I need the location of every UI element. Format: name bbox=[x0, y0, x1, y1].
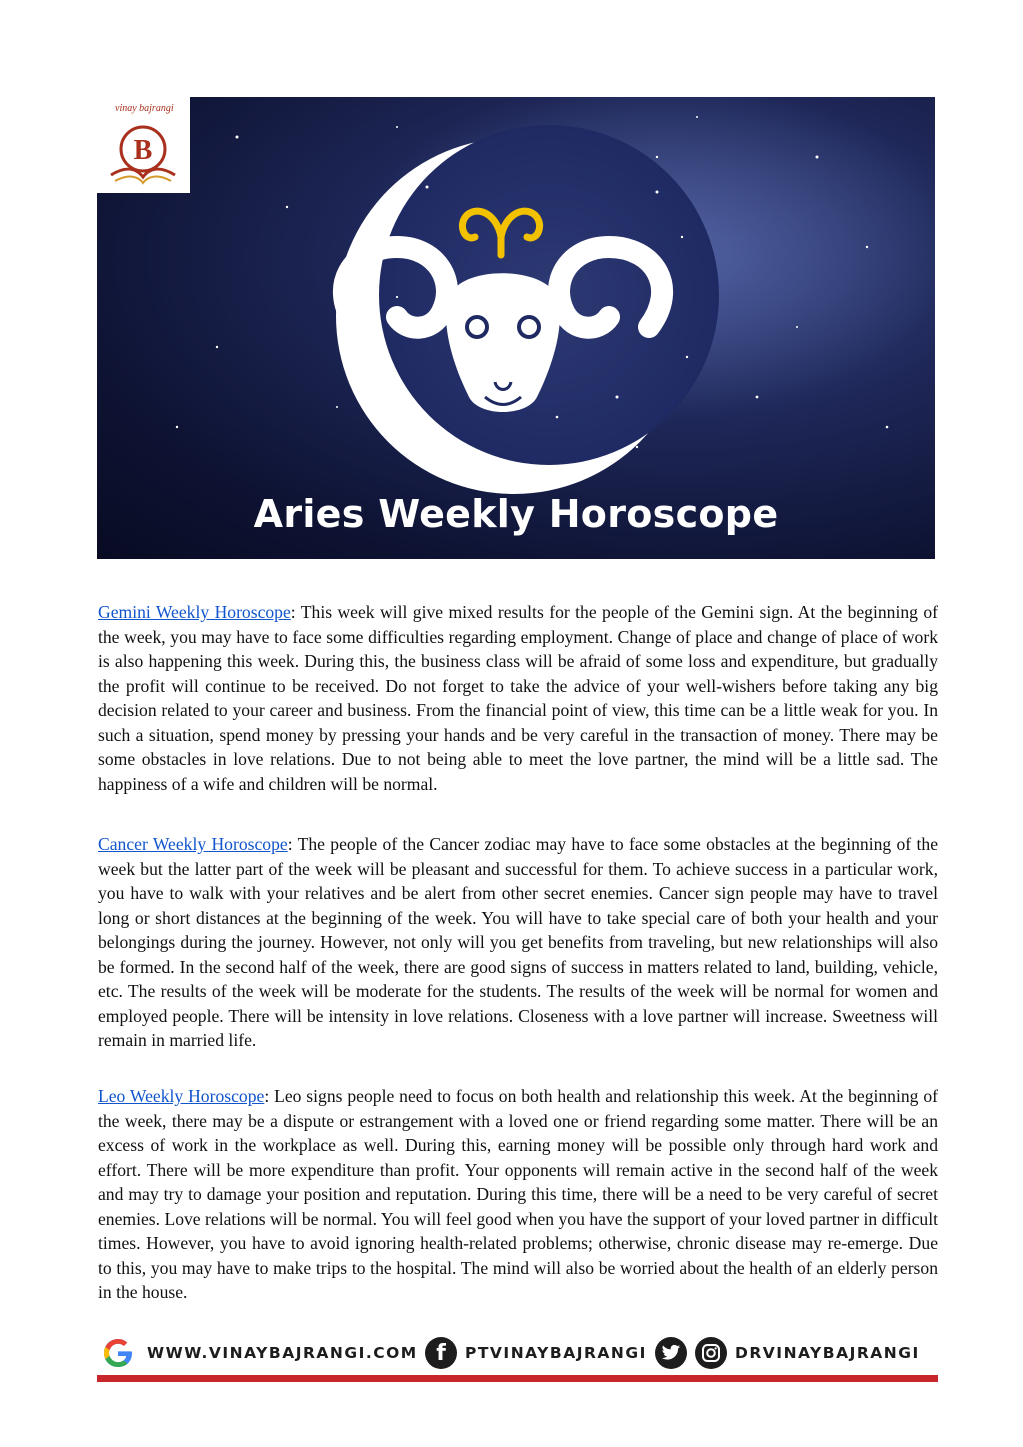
cancer-text: : The people of the Cancer zodiac may have to face some obstacles at the beginning of the week but the latter part of the week will be pleasant and successful for them. To achieve success in a particular work, you have to walk with your relatives and be alert from other secret enemies. Cancer sign people may have to travel long or short distances at the beginning of the week. You will have to take special care of both your health and your belongings during the journey. However, not only will you get benefits from traveling, but new relationships will also be formed. In the second half of the week, there are good signs of success in matters related to land, building, vehicle, etc. The results of the week will be moderate for the students. The results of the week will be normal for women and employed people. There will be intensity in love relations. Closeness with a love partner will increase. Sweetness will remain in married life. bbox=[98, 834, 939, 1051]
hero-title: Aries Weekly Horoscope bbox=[253, 492, 779, 536]
gemini-horoscope-link[interactable]: Gemini Weekly Horoscope bbox=[98, 602, 291, 622]
social-text: DRVINAYBAJRANGI bbox=[735, 1344, 920, 1362]
google-icon bbox=[99, 1334, 137, 1372]
facebook-text: PTVINAYBAJRANGI bbox=[465, 1344, 647, 1362]
gemini-section bbox=[98, 600, 938, 796]
aries-illustration bbox=[97, 97, 935, 559]
footer bbox=[97, 1332, 938, 1382]
logo-emblem-icon bbox=[97, 97, 190, 193]
cancer-horoscope-link[interactable]: Cancer Weekly Horoscope bbox=[98, 834, 288, 854]
hero-banner bbox=[97, 97, 935, 559]
leo-text: : Leo signs people need to focus on both health and relationship this week. At the beginning of the week, there may be a dispute or estrangement with a loved one or friend regarding some matter. There will be an excess of work in the workplace as well. During this, earning money will be possible only through hard work and effort. There will be more expenditure than profit. Your opponents will remain active in the second half of the week and may try to damage your position and reputation. During this time, there will be a need to be very careful of secret enemies. Love relations will be normal. You will feel good when you have the support of your loved partner in difficult times. However, you have to avoid ignoring health-related problems; otherwise, chronic disease may re-emerge. Due to this, you may have to make trips to the hospital. The mind will also be worried about the health of an elderly person in the house. bbox=[98, 1086, 938, 1303]
leo-horoscope-link[interactable]: Leo Weekly Horoscope bbox=[98, 1086, 265, 1106]
twitter-icon bbox=[655, 1337, 687, 1369]
leo-section bbox=[98, 1084, 938, 1305]
svg-text:B: B bbox=[133, 135, 153, 166]
website-link[interactable] bbox=[99, 1337, 418, 1369]
brand-logo[interactable] bbox=[97, 97, 190, 193]
cancer-section bbox=[98, 832, 938, 1053]
footer-bar bbox=[97, 1375, 938, 1382]
facebook-icon: f bbox=[425, 1337, 457, 1369]
instagram-icon bbox=[695, 1337, 727, 1369]
website-text: WWW.VINAYBAJRANGI.COM bbox=[147, 1344, 418, 1362]
facebook-link[interactable] bbox=[425, 1337, 647, 1369]
logo-text: vinay bajrangi bbox=[115, 103, 174, 114]
social-links[interactable] bbox=[655, 1337, 920, 1369]
gemini-text: : This week will give mixed results for the people of the Gemini sign. At the beginning of the week, you may have to face some difficulties regarding employment. Change of place and change of place of work is also happening this week. During this, the business class will be afraid of some loss and expenditure, but gradually the profit will continue to be received. Do not forget to take the advice of your well-wishers before taking any big decision related to your career and business. From the financial point of view, this time can be a little weak for you. In such a situation, spend money by pressing your hands and be very careful in the transaction of money. There may be some obstacles in love relations. Due to not being able to meet the love partner, the mind will be a little sad. The happiness of a wife and children will be normal. bbox=[98, 602, 938, 794]
